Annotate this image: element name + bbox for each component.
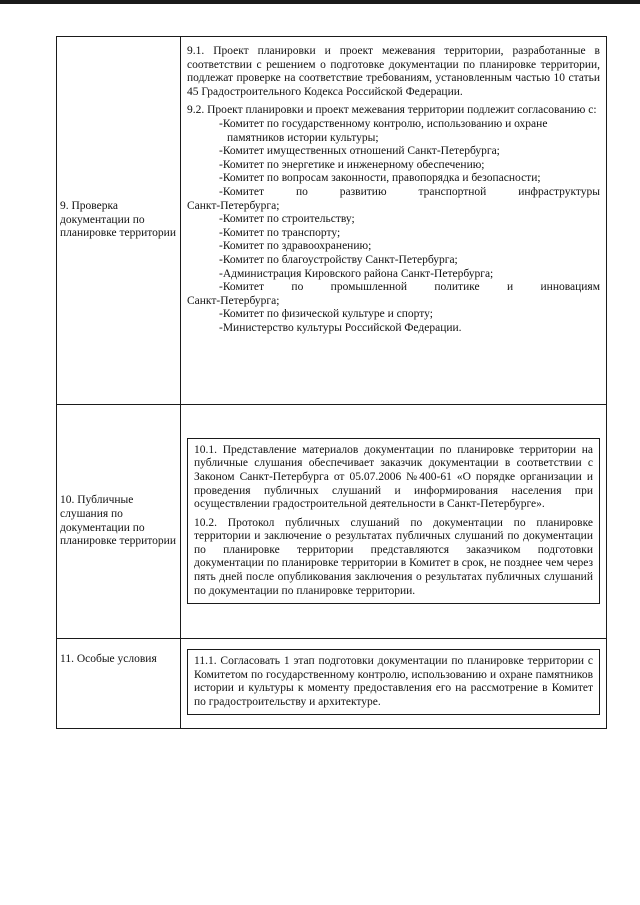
section-9-label-cell <box>57 37 181 405</box>
list-item: -Комитет по физической культуре и спорту; <box>219 308 433 321</box>
list-item: -Комитет по государственному контролю, использованию и охране <box>219 117 548 130</box>
section-11-inner-box <box>187 649 600 715</box>
section-10-label: 10. Публичные слушания по документации по планировке территории <box>60 494 176 548</box>
list-item: -Комитет по развитию транспортной инфраструктуры <box>219 185 600 198</box>
section-9-label: 9. Проверка документации по планировке территории <box>60 200 176 240</box>
section-10-1-paragraph: 10.1. Представление материалов документации по планировке территории на публичные слушания обеспечивает заказчик документации в соответствии с Законом Санкт-Петербурга от 05.07.2006 №400-61 «О порядке организации и проведения публичных слушаний и информирования населения при осуществлении градостроительной деятельности в Санкт-Петербурге». <box>194 443 593 511</box>
section-9-1-paragraph: 9.1. Проект планировки и проект межевания территории, разработанные в соответствии с решением о подготовке документации по планировке территории, подлежат проверке на соответствие требованиям, установленным частью 10 статьи 45 Градостроительного Кодекса Российской Федерации. <box>187 45 600 98</box>
list-item: -Комитет по транспорту; <box>219 226 341 239</box>
list-item: -Администрация Кировского района Санкт-Петербурга; <box>219 267 494 280</box>
section-11-label-cell <box>57 639 181 729</box>
table-row <box>57 37 607 405</box>
list-item: -Комитет по благоустройству Санкт-Петербурга; <box>219 253 458 266</box>
list-item: -Комитет имущественных отношений Санкт-Петербурга; <box>219 145 500 158</box>
list-item: -Комитет по строительству; <box>219 213 355 226</box>
list-item: -Министерство культуры Российской Федерации. <box>219 321 462 334</box>
section-9-2-paragraph: 9.2. Проект планировки и проект межевания территории подлежит согласованию с: <box>187 104 597 117</box>
section-11-label: 11. Особые условия <box>60 653 157 665</box>
list-item: -Комитет по здравоохранению; <box>219 240 372 253</box>
page-top-border <box>0 0 640 4</box>
list-item: -Комитет по вопросам законности, правопорядка и безопасности; <box>219 172 541 185</box>
section-10-label-cell <box>57 405 181 639</box>
section-11-content <box>181 639 607 729</box>
table-row <box>57 405 607 639</box>
section-10-2-paragraph: 10.2. Протокол публичных слушаний по документации по планировке территории и заключение о результатах публичных слушаний по документации по планировке территории представляются заказчиком подготовки документации по планировке территории в Комитет в срок, не позднее чем через пять дней после опубликования заключения о результатах публичных слушаний по документации по планировке территории. <box>194 516 593 597</box>
list-item: памятников истории культуры; <box>227 131 379 144</box>
section-9-content <box>181 37 607 405</box>
section-10-inner-box <box>187 438 600 605</box>
list-item: Санкт-Петербурга; <box>187 294 280 307</box>
table-row <box>57 639 607 729</box>
list-item: Санкт-Петербурга; <box>187 199 280 212</box>
requirements-table <box>56 36 607 729</box>
section-11-1-paragraph: 11.1. Согласовать 1 этап подготовки документации по планировке территории с Комитетом по государственному контролю, использованию и охране памятников истории и культуры к моменту предоставления его на рассмотрение в Комитет по градостроительству и архитектуре. <box>194 655 593 708</box>
list-item: -Комитет по промышленной политике и инновациям <box>219 281 600 294</box>
list-item: -Комитет по энергетике и инженерному обеспечению; <box>219 158 485 171</box>
section-10-content <box>181 405 607 639</box>
